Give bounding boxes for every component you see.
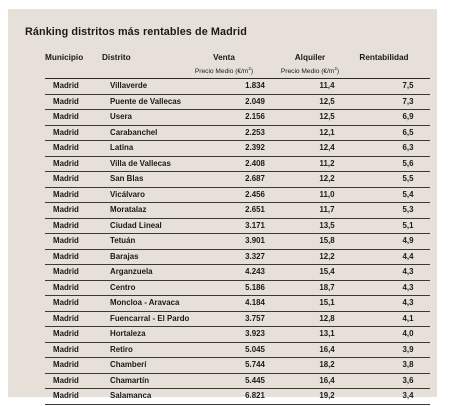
table-row — [45, 203, 430, 219]
cell-rentabilidad: 5,1 — [402, 220, 414, 230]
table-row — [45, 358, 430, 374]
cell-venta: 2.049 — [245, 96, 265, 106]
header-venta: Venta — [213, 53, 235, 62]
cell-municipio: Madrid — [53, 267, 79, 276]
cell-distrito: Vicálvaro — [110, 189, 145, 199]
cell-alquiler: 11,0 — [319, 189, 335, 199]
cell-venta: 2.687 — [245, 174, 265, 183]
header-municipio: Municipio — [45, 53, 84, 62]
cell-venta: 4.184 — [245, 298, 265, 307]
cell-venta: 2.253 — [245, 127, 265, 137]
cell-municipio: Madrid — [53, 298, 79, 307]
cell-distrito: Tetuán — [110, 236, 136, 245]
cell-venta: 2.651 — [245, 205, 265, 214]
cell-distrito: Retiro — [110, 344, 133, 354]
table-row — [45, 157, 430, 173]
table-row — [45, 188, 430, 204]
table-row — [45, 265, 430, 281]
cell-alquiler: 19,2 — [319, 391, 335, 400]
cell-venta: 2.408 — [245, 158, 265, 168]
cell-municipio: Madrid — [53, 158, 79, 168]
cell-alquiler: 15,1 — [319, 298, 335, 307]
cell-distrito: Latina — [110, 143, 134, 152]
cell-municipio: Madrid — [53, 329, 79, 338]
cell-rentabilidad: 7,3 — [402, 96, 414, 106]
cell-venta: 3.901 — [245, 236, 265, 245]
table-row — [45, 343, 430, 359]
table-row — [45, 281, 430, 297]
cell-distrito: Ciudad Lineal — [110, 220, 162, 230]
cell-distrito: Centro — [110, 282, 136, 292]
cell-alquiler: 15,8 — [319, 236, 335, 245]
cell-venta: 6.821 — [245, 391, 265, 400]
cell-venta: 4.243 — [245, 267, 265, 276]
cell-distrito: Carabanchel — [110, 127, 158, 137]
cell-rentabilidad: 3,6 — [402, 375, 414, 385]
cell-rentabilidad: 3,4 — [402, 391, 414, 400]
cell-rentabilidad: 4,4 — [402, 251, 414, 261]
cell-municipio: Madrid — [53, 205, 79, 214]
header-rentabilidad: Rentabilidad — [359, 53, 409, 62]
cell-alquiler: 16,4 — [319, 375, 335, 385]
table-row — [45, 389, 430, 405]
cell-municipio: Madrid — [53, 313, 79, 323]
header-alquiler: Alquiler — [294, 53, 326, 62]
cell-municipio: Madrid — [53, 360, 79, 369]
table-row — [45, 126, 430, 142]
cell-distrito: Fuencarral - El Pardo — [110, 313, 190, 323]
table-panel — [8, 9, 437, 400]
cell-rentabilidad: 4,0 — [402, 329, 414, 338]
cell-municipio: Madrid — [53, 81, 79, 90]
cell-distrito: Barajas — [110, 251, 139, 261]
cell-alquiler: 12,5 — [319, 112, 335, 121]
cell-alquiler: 12,5 — [319, 96, 335, 106]
cell-rentabilidad: 6,5 — [402, 127, 414, 137]
cell-rentabilidad: 4,1 — [402, 313, 414, 323]
cell-municipio: Madrid — [53, 220, 79, 230]
cell-distrito: Usera — [110, 112, 132, 121]
cell-alquiler: 13,5 — [319, 220, 335, 230]
cell-municipio: Madrid — [53, 391, 79, 400]
cell-alquiler: 13,1 — [319, 329, 335, 338]
cell-venta: 2.392 — [245, 143, 265, 152]
table-row — [45, 110, 430, 126]
cell-distrito: Arganzuela — [110, 267, 153, 276]
cell-municipio: Madrid — [53, 127, 79, 137]
cell-alquiler: 12,1 — [319, 127, 335, 137]
cell-alquiler: 11,4 — [319, 81, 335, 90]
cell-rentabilidad: 4,3 — [402, 298, 414, 307]
cell-municipio: Madrid — [53, 189, 79, 199]
cell-alquiler: 15,4 — [319, 267, 335, 276]
cell-distrito: San Blas — [110, 174, 144, 183]
cell-rentabilidad: 6,3 — [402, 143, 414, 152]
cell-municipio: Madrid — [53, 282, 79, 292]
cell-municipio: Madrid — [53, 375, 79, 385]
cell-venta: 3.757 — [245, 313, 265, 323]
header-venta-unit: Precio Medio $(€/m^2)$ — [194, 66, 254, 75]
table-row — [45, 296, 430, 312]
cell-rentabilidad: 3,8 — [402, 360, 414, 369]
cell-distrito: Villaverde — [110, 81, 148, 90]
cell-venta: 5.186 — [245, 282, 265, 292]
cell-rentabilidad: 4,3 — [402, 282, 414, 292]
cell-municipio: Madrid — [53, 96, 79, 106]
table-body — [45, 78, 430, 405]
table-row — [45, 327, 430, 343]
cell-municipio: Madrid — [53, 236, 79, 245]
cell-municipio: Madrid — [53, 112, 79, 121]
table-title: Ránking distritos más rentables de Madrid — [25, 26, 247, 38]
table-row — [45, 219, 430, 235]
cell-distrito: Salamanca — [110, 391, 152, 400]
cell-distrito: Moratalaz — [110, 205, 147, 214]
cell-rentabilidad: 5,4 — [402, 189, 414, 199]
cell-alquiler: 12,8 — [319, 313, 335, 323]
cell-venta: 2.156 — [245, 112, 265, 121]
cell-venta: 1.834 — [245, 81, 265, 90]
cell-venta: 3.171 — [245, 220, 265, 230]
cell-venta: 2.456 — [245, 189, 265, 199]
cell-alquiler: 12,4 — [319, 143, 335, 152]
cell-alquiler: 11,7 — [319, 205, 335, 214]
cell-rentabilidad: 7,5 — [402, 81, 414, 90]
table-row — [45, 141, 430, 157]
cell-venta: 5.045 — [245, 344, 265, 354]
cell-alquiler: 16,4 — [319, 344, 335, 354]
table-row — [45, 172, 430, 188]
cell-municipio: Madrid — [53, 143, 79, 152]
cell-distrito: Puente de Vallecas — [110, 96, 182, 106]
table-row — [45, 95, 430, 111]
header-alquiler-unit: Precio Medio $(€/m^2)$ — [280, 66, 340, 75]
cell-municipio: Madrid — [53, 344, 79, 354]
cell-distrito: Moncloa - Aravaca — [110, 298, 180, 307]
cell-rentabilidad: 4,3 — [402, 267, 414, 276]
cell-venta: 5.744 — [245, 360, 265, 369]
cell-alquiler: 12,2 — [319, 251, 335, 261]
cell-rentabilidad: 3,9 — [402, 344, 414, 354]
cell-rentabilidad: 5,3 — [402, 205, 414, 214]
cell-venta: 3.327 — [245, 251, 265, 261]
table-row — [45, 79, 430, 95]
table-row — [45, 312, 430, 328]
header-distrito: Distrito — [102, 53, 131, 62]
cell-distrito: Chamberí — [110, 360, 147, 369]
table-row — [45, 374, 430, 390]
cell-rentabilidad: 5,6 — [402, 158, 414, 168]
cell-alquiler: 18,7 — [319, 282, 335, 292]
cell-municipio: Madrid — [53, 174, 79, 183]
table-row — [45, 250, 430, 266]
cell-alquiler: 12,2 — [319, 174, 335, 183]
cell-venta: 3.923 — [245, 329, 265, 338]
cell-distrito: Villa de Vallecas — [110, 158, 171, 168]
cell-alquiler: 18,2 — [319, 360, 335, 369]
cell-rentabilidad: 5,5 — [402, 174, 414, 183]
cell-distrito: Chamartín — [110, 375, 150, 385]
cell-alquiler: 11,2 — [319, 158, 335, 168]
cell-municipio: Madrid — [53, 251, 79, 261]
cell-rentabilidad: 4,9 — [402, 236, 414, 245]
cell-venta: 5.445 — [245, 375, 265, 385]
cell-distrito: Hortaleza — [110, 329, 146, 338]
cell-rentabilidad: 6,9 — [402, 112, 414, 121]
table-row — [45, 234, 430, 250]
